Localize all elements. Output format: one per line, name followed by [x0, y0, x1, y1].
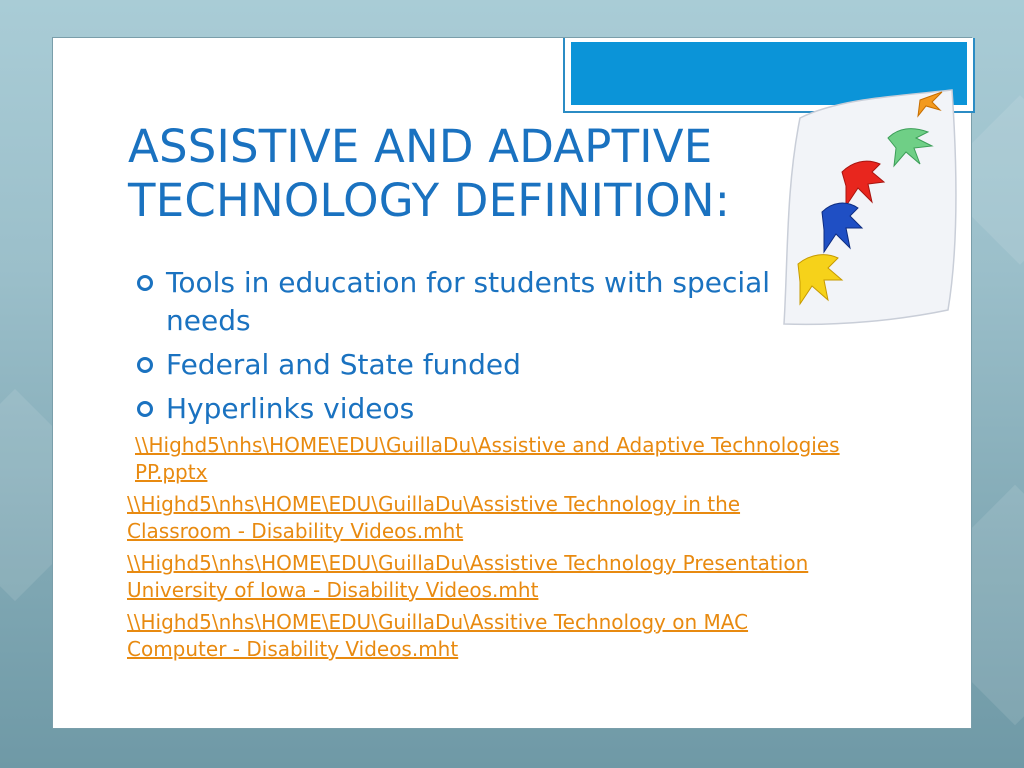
hyperlink-list [127, 432, 847, 668]
hyperlink-video-mac[interactable]: \\Highd5\nhs\HOME\EDU\GuillaDu\Assitive Technology on MAC Computer - Disability Videos.mht [127, 610, 749, 661]
bullet-text: Tools in education for students with special needs [166, 266, 771, 337]
slide-title-line-1: ASSISTIVE AND ADAPTIVE [128, 120, 713, 173]
slide-title-line-2: TECHNOLOGY DEFINITION: [128, 174, 731, 227]
bullet-ring-icon [137, 401, 153, 417]
hyperlink-video-classroom[interactable]: \\Highd5\nhs\HOME\EDU\GuillaDu\Assistive Technology in the Classroom - Disability Videos.mht [127, 492, 741, 543]
bullet-item [137, 264, 777, 340]
slide-title [128, 120, 788, 228]
bullet-ring-icon [137, 357, 153, 373]
bullet-text: Hyperlinks videos [166, 392, 415, 425]
bullet-list [137, 264, 777, 434]
bullet-ring-icon [137, 275, 153, 291]
bullet-text: Federal and State funded [166, 348, 521, 381]
hyperlink-pptx[interactable]: \\Highd5\nhs\HOME\EDU\GuillaDu\Assistive and Adaptive Technologies PP.pptx [135, 433, 840, 484]
bullet-item [137, 390, 777, 428]
hyperlink-video-iowa[interactable]: \\Highd5\nhs\HOME\EDU\GuillaDu\Assistive Technology Presentation University of Iowa - Disability Videos.mht [127, 551, 809, 602]
flying-birds-clipart-icon [780, 88, 960, 328]
bullet-item [137, 346, 777, 384]
